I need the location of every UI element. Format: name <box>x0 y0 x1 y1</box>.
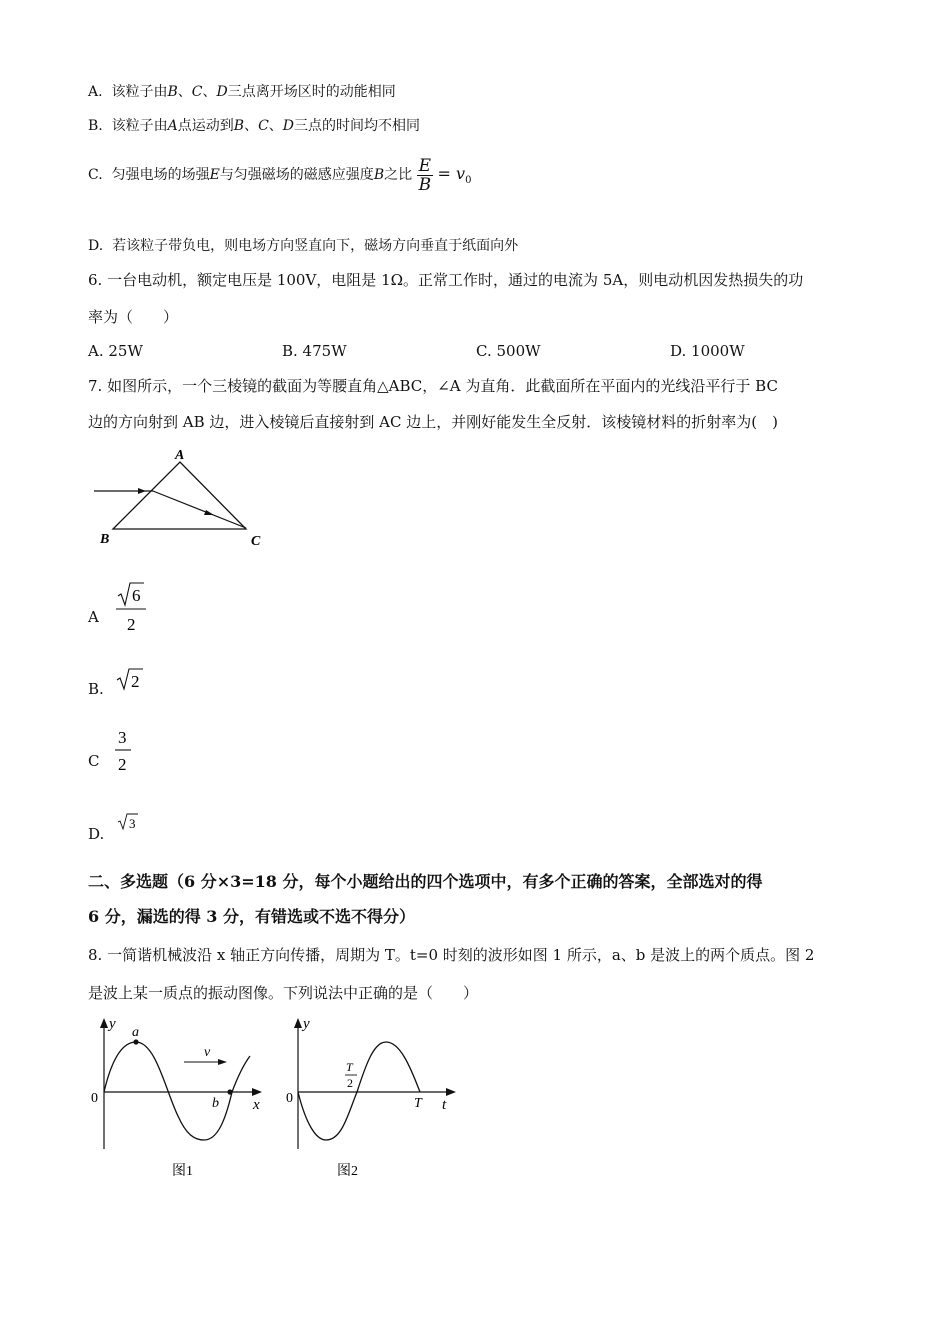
q6-option-a: A. 25W <box>88 342 143 360</box>
q5-option-c: C. 匀强电场的场强E与匀强磁场的磁感应强度B之比 $\frac{E}{B}$ = $v_0$ <box>88 155 472 195</box>
fig1-y-label: y <box>109 1016 116 1032</box>
q7-option-b-math <box>114 666 148 694</box>
prism-figure <box>88 444 278 554</box>
denominator: 2 <box>118 755 127 774</box>
fig1-x-label: x <box>253 1097 260 1113</box>
velocity-arrow-icon <box>218 1059 227 1065</box>
velocity-label: v <box>204 1045 211 1060</box>
period-label: T <box>414 1096 422 1111</box>
q7-option-c-letter: C <box>88 752 100 770</box>
vertex-label-a: A <box>175 448 185 463</box>
section2-heading-line1: 二、多选题（6 分×3=18 分，每个小题给出的四个选项中，有多个正确的答案，全部选对的得 <box>88 872 763 891</box>
radicand: 6 <box>132 586 141 605</box>
y-axis-arrow-icon <box>100 1018 108 1028</box>
q6-stem-line1: 6. 一台电动机，额定电压是 100V，电阻是 1Ω。正常工作时，通过的电流为 5A，则电动机因发热损失的功 <box>88 271 804 289</box>
q7-option-a-math <box>112 578 152 636</box>
q6-option-b: B. 475W <box>282 342 347 360</box>
q7-stem-line2: 边的方向射到 AB 边，进入棱镜后直接射到 AC 边上，并刚好能发生全反射．该棱镜材料的折射率为( ) <box>88 413 778 431</box>
point-a-label: a <box>132 1025 139 1040</box>
prism-triangle <box>113 462 246 529</box>
q7-stem-line1: 7. 如图所示，一个三棱镜的截面为等腰直角△ABC，∠A 为直角．此截面所在平面内的光线沿平行于 BC <box>88 377 778 395</box>
vertex-label-c: C <box>251 534 261 549</box>
q7-option-d-math <box>116 812 144 834</box>
x-axis-arrow-icon <box>252 1088 262 1096</box>
q7-option-b-letter: B. <box>88 680 104 698</box>
q7-option-d-letter: D. <box>88 825 105 843</box>
q5-option-b: B. 该粒子由A点运动到B、C、D三点的时间均不相同 <box>88 118 421 134</box>
wave-figure-2 <box>280 1014 470 1184</box>
q6-option-d: D. 1000W <box>670 342 745 360</box>
point-a <box>133 1039 138 1044</box>
fig2-origin-label: 0 <box>286 1091 293 1106</box>
fig2-t-label: t <box>442 1097 447 1113</box>
fig2-y-label: y <box>303 1016 310 1032</box>
q6-stem-line2: 率为（ ） <box>88 308 179 326</box>
q5-option-a: A. 该粒子由B、C、D三点离开场区时的动能相同 <box>88 84 396 100</box>
section2-heading-line2: 6 分，漏选的得 3 分，有错选或不选不得分） <box>88 907 415 926</box>
radicand: 3 <box>129 816 136 831</box>
q5-option-d: D. 若该粒子带负电，则电场方向竖直向下，磁场方向垂直于纸面向外 <box>88 238 519 254</box>
point-b <box>227 1089 232 1094</box>
denominator: 2 <box>127 615 136 634</box>
incident-arrow-icon <box>138 488 146 494</box>
half-period-numerator: T <box>346 1060 353 1074</box>
half-period-denominator: 2 <box>347 1076 353 1090</box>
vertex-label-b: B <box>100 532 110 547</box>
refracted-arrow-icon <box>204 510 214 515</box>
fig2-caption: 图2 <box>337 1164 358 1179</box>
q8-stem-line2: 是波上某一质点的振动图像。下列说法中正确的是（ ） <box>88 984 479 1002</box>
q7-option-c-math <box>112 724 138 774</box>
numerator: 3 <box>118 728 127 747</box>
q8-stem-line1: 8. 一简谐机械波沿 x 轴正方向传播，周期为 T。t=0 时刻的波形如图 1 所示，a、b 是波上的两个质点。图 2 <box>88 946 815 964</box>
t-axis-arrow-icon <box>446 1088 456 1096</box>
wave-figure-1 <box>84 1014 274 1184</box>
refracted-ray <box>153 491 246 528</box>
point-b-label: b <box>212 1096 219 1111</box>
y-axis-arrow-icon <box>294 1018 302 1028</box>
radicand: 2 <box>131 672 140 691</box>
vibration-curve <box>298 1042 420 1140</box>
q6-option-c: C. 500W <box>476 342 541 360</box>
fig1-origin-label: 0 <box>91 1091 98 1106</box>
q7-option-a-letter: A <box>88 608 99 626</box>
fig1-caption: 图1 <box>172 1164 193 1179</box>
e-over-b-fraction: $\frac{E}{B}$ <box>418 155 432 195</box>
